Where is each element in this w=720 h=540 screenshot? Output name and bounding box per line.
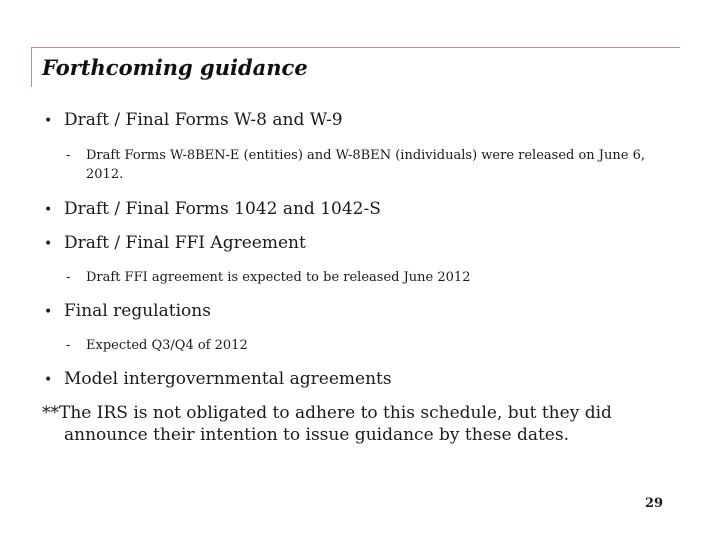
sub-bullet-text: Draft FFI agreement is expected to be released June 2012 (86, 270, 471, 285)
sub-bullet-text: Draft Forms W-8BEN-E (entities) and W-8BEN (individuals) were released on June 6, 2012. (86, 148, 645, 182)
sub-bullet-marker: - (66, 338, 71, 353)
note-line-2: announce their intention to issue guidance by these dates. (64, 425, 569, 445)
sub-bullet-text: Expected Q3/Q4 of 2012 (86, 338, 248, 353)
bullet-marker: • (44, 113, 53, 129)
header-rule-horizontal (31, 47, 680, 48)
bullet-text: Final regulations (64, 301, 211, 321)
bullet-item (44, 110, 343, 131)
bullet-item (44, 199, 381, 220)
bullet-item (44, 233, 306, 254)
bullet-marker: • (44, 304, 53, 320)
sub-bullet-marker: - (66, 148, 71, 163)
bullet-marker: • (44, 202, 53, 218)
sub-bullet-item (66, 336, 656, 355)
bullet-item (44, 301, 211, 322)
note-line-1: **The IRS is not obligated to adhere to this schedule, but they did (42, 403, 612, 423)
header-rule-vertical (31, 47, 32, 87)
page-number: 29 (645, 496, 664, 511)
sub-bullet-item (66, 146, 656, 184)
bullet-text: Draft / Final FFI Agreement (64, 233, 306, 253)
schedule-disclaimer-note (42, 402, 662, 446)
bullet-marker: • (44, 372, 53, 388)
bullet-text: Draft / Final Forms W-8 and W-9 (64, 110, 343, 130)
sub-bullet-marker: - (66, 270, 71, 285)
bullet-text: Draft / Final Forms 1042 and 1042-S (64, 199, 381, 219)
bullet-text: Model intergovernmental agreements (64, 369, 392, 389)
bullet-marker: • (44, 236, 53, 252)
bullet-item (44, 369, 392, 390)
slide-title: Forthcoming guidance (42, 55, 308, 80)
sub-bullet-item (66, 268, 656, 287)
